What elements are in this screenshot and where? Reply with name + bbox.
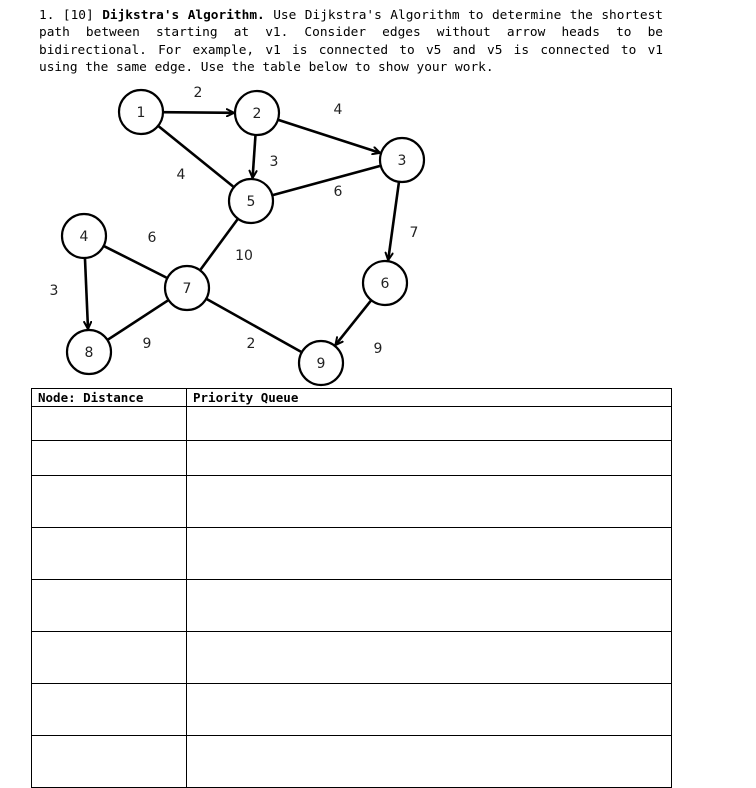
node-distance-cell[interactable] bbox=[32, 684, 187, 736]
graph-diagram bbox=[0, 80, 460, 390]
header-node-distance: Node: Distance bbox=[32, 389, 187, 407]
edge-weight-4-7: 6 bbox=[147, 230, 157, 246]
node-label-7: 7 bbox=[182, 281, 192, 297]
edge-weight-2-3: 4 bbox=[333, 102, 343, 118]
node-3 bbox=[380, 138, 424, 182]
header-priority-queue: Priority Queue bbox=[187, 389, 672, 407]
edge-1-5 bbox=[158, 126, 233, 187]
node-label-3: 3 bbox=[397, 153, 407, 169]
node-1 bbox=[119, 90, 163, 134]
priority-queue-cell[interactable] bbox=[187, 407, 672, 441]
problem-line-3: bidirectional. For example, v1 is connected to v5 and v5 is connected to v1 bbox=[39, 42, 663, 58]
node-9 bbox=[299, 341, 343, 385]
edge-4-7 bbox=[104, 246, 167, 278]
priority-queue-cell[interactable] bbox=[187, 736, 672, 788]
edge-weight-3-6: 7 bbox=[409, 225, 419, 241]
node-label-2: 2 bbox=[252, 106, 262, 122]
priority-queue-cell[interactable] bbox=[187, 684, 672, 736]
problem-points: [10] bbox=[62, 8, 94, 23]
table-row bbox=[32, 736, 672, 788]
node-distance-cell[interactable] bbox=[32, 736, 187, 788]
edge-weight-8-7: 9 bbox=[142, 336, 152, 352]
node-2 bbox=[235, 91, 279, 135]
priority-queue-cell[interactable] bbox=[187, 632, 672, 684]
problem-line-4: using the same edge. Use the table below to show your work. bbox=[39, 59, 494, 75]
problem-line-1 bbox=[39, 7, 663, 24]
priority-queue-cell[interactable] bbox=[187, 528, 672, 580]
table-header-row bbox=[32, 389, 672, 407]
node-distance-cell[interactable] bbox=[32, 528, 187, 580]
node-8 bbox=[67, 330, 111, 374]
table-row bbox=[32, 476, 672, 528]
node-distance-cell[interactable] bbox=[32, 407, 187, 441]
edge-weight-1-2: 2 bbox=[193, 85, 203, 101]
node-label-8: 8 bbox=[84, 345, 94, 361]
problem-statement bbox=[39, 7, 663, 76]
table-row bbox=[32, 684, 672, 736]
edge-5-7 bbox=[201, 219, 238, 270]
node-4 bbox=[62, 214, 106, 258]
node-label-1: 1 bbox=[136, 105, 146, 121]
edge-weight-4-8: 3 bbox=[49, 283, 59, 299]
node-distance-cell[interactable] bbox=[32, 476, 187, 528]
priority-queue-cell[interactable] bbox=[187, 580, 672, 632]
edge-weight-5-7: 10 bbox=[235, 248, 253, 264]
edge-6-9-arrow bbox=[335, 300, 371, 345]
node-distance-cell[interactable] bbox=[32, 441, 187, 476]
node-5 bbox=[229, 179, 273, 223]
node-label-4: 4 bbox=[79, 229, 89, 245]
edge-weight-6-9: 9 bbox=[373, 341, 383, 357]
edge-3-6-arrow bbox=[388, 182, 399, 260]
edge-weight-5-3: 6 bbox=[333, 184, 343, 200]
node-label-9: 9 bbox=[316, 356, 326, 372]
problem-line-2: path between starting at v1. Consider edges without arrow heads to be bbox=[39, 25, 663, 41]
node-6 bbox=[363, 261, 407, 305]
edge-1-2-arrow bbox=[163, 112, 234, 113]
node-label-5: 5 bbox=[246, 194, 256, 210]
edge-2-5-arrow bbox=[253, 135, 256, 178]
table-row bbox=[32, 580, 672, 632]
edge-2-3-arrow bbox=[278, 120, 380, 153]
node-7 bbox=[165, 266, 209, 310]
table-row bbox=[32, 407, 672, 441]
edge-weight-1-5: 4 bbox=[176, 167, 186, 183]
node-distance-cell[interactable] bbox=[32, 632, 187, 684]
edge-5-3 bbox=[272, 166, 380, 195]
edge-weight-2-5: 3 bbox=[269, 154, 279, 170]
table-row bbox=[32, 441, 672, 476]
work-table bbox=[31, 388, 672, 788]
priority-queue-cell[interactable] bbox=[187, 476, 672, 528]
edge-4-8-arrow bbox=[85, 258, 88, 329]
edge-8-7 bbox=[107, 301, 167, 340]
node-distance-cell[interactable] bbox=[32, 580, 187, 632]
priority-queue-cell[interactable] bbox=[187, 441, 672, 476]
problem-title: Dijkstra's Algorithm. bbox=[102, 8, 265, 23]
edge-weight-7-9: 2 bbox=[246, 336, 256, 352]
problem-number: 1. bbox=[39, 8, 55, 23]
node-label-6: 6 bbox=[380, 276, 390, 292]
problem-text-1: Use Dijkstra's Algorithm to determine the shortest bbox=[273, 8, 663, 23]
table-row bbox=[32, 632, 672, 684]
table-row bbox=[32, 528, 672, 580]
